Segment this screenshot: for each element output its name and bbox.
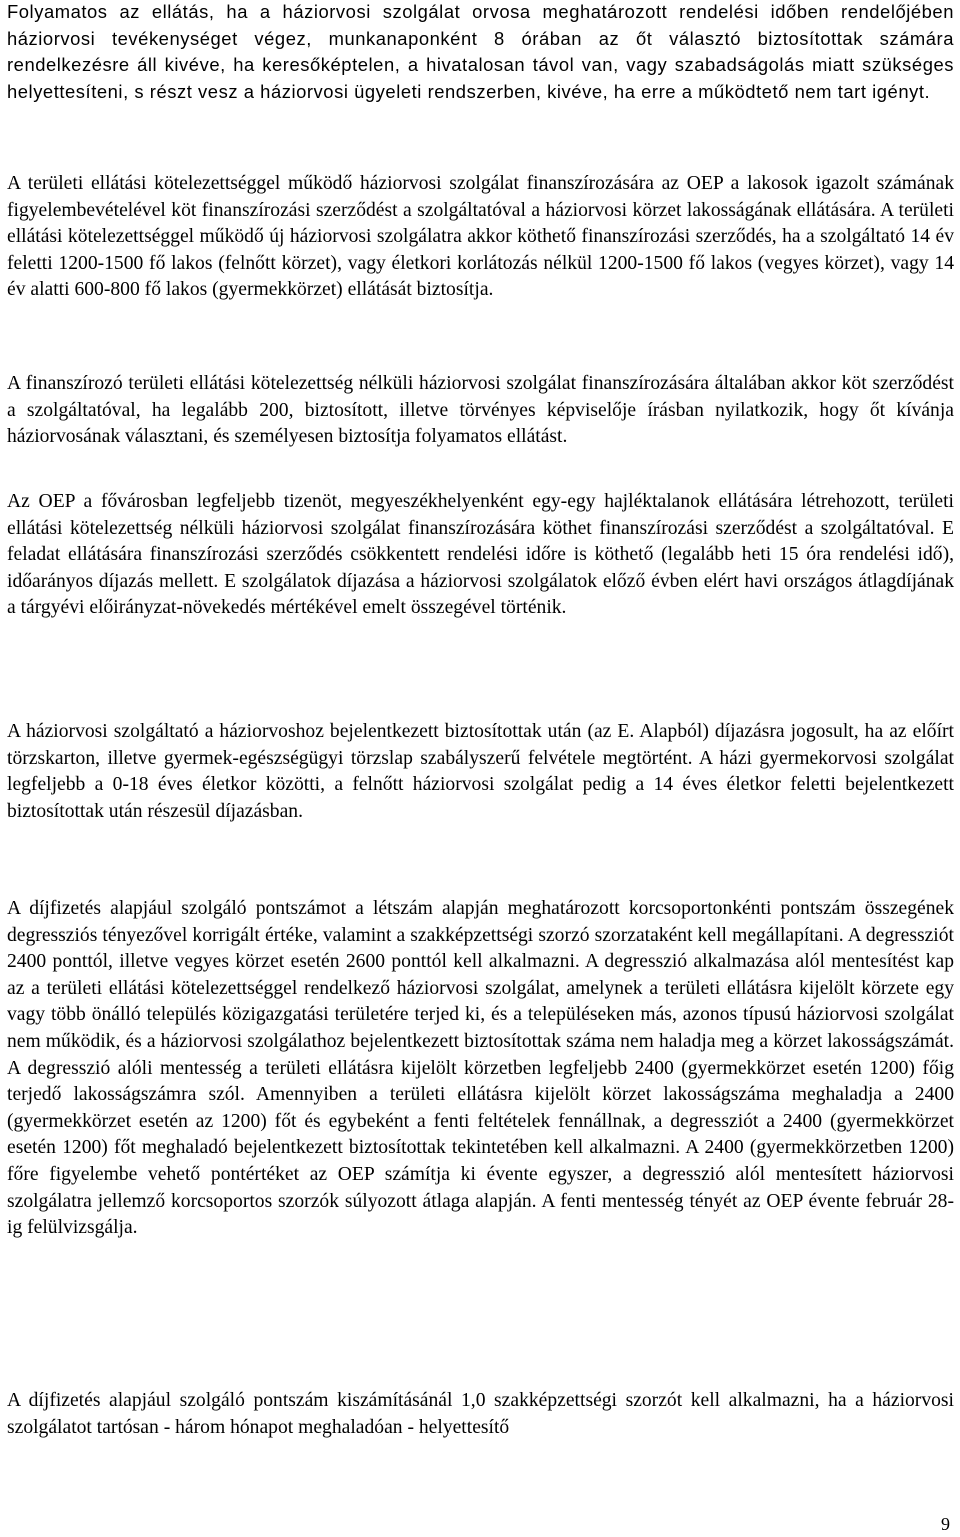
paragraph-continuous-care: Folyamatos az ellátás, ha a háziorvosi szolgálat orvosa meghatározott rendelési időben rendelőjében háziorvosi tevékenységet végez, munkanaponként 8 órában az őt választó biztosítottak számára rendelkezésre áll kivéve, ha keresőképtelen, a hivatalosan távol van, vagy szabadságolás miatt szükséges helyettesíteni, s részt vesz a háziorvosi ügyeleti rendszerben, kivéve, ha erre a működtető nem tart igényt.	[7, 1, 954, 102]
paragraph-qualification-multiplier: A díjfizetés alapjául szolgáló pontszám kiszámításánál 1,0 szakképzettségi szorzót kell alkalmazni, ha a háziorvosi szolgálatot tartósan - három hónapot meghaladóan - helyettesítő	[7, 1390, 954, 1438]
paragraph-degression: A díjfizetés alapjául szolgáló pontszámot a létszám alapján meghatározott korcsoportonkénti pontszám összegének degressziós tényezővel korrigált értéke, valamint a szakképzettségi szorzó szorzataként kell megállapítani. A degressziót 2400 ponttól, illetve vegyes körzet esetén 2600 ponttól kell alkalmazni. A degresszió alkalmazása alól mentesítést kap az a területi ellátási kötelezettséggel rendelkező háziorvosi szolgálat, amelynek a területi ellátásra kijelölt körzete egy vagy több önálló település közigazgatási területére terjed ki, és a településeken más, azonos típusú háziorvosi szolgálat nem működik, és a háziorvosi szolgálathoz bejelentkezett biztosítottak száma nem haladja meg a körzet lakosságszámát. A degresszió alóli mentesség a területi ellátásra kijelölt körzetben legfeljebb 2400 (gyermekkörzet esetén 1200) főig terjedő lakosságszámra szól. Amennyiben a területi ellátásra kijelölt körzet lakosságszáma meghaladja a 2400 (gyermekkörzet esetén az 1200) főt és egybeként a fenti feltételek fennállnak, a degressziót a 2400 (gyermekkörzet esetén 1200) főt meghaladó bejelentkezett biztosítottak tekintetében kell alkalmazni. A 2400 (gyermekkörzetben 1200) főre figyelembe vehető pontértéket az OEP számítja ki évente egyszer, a degresszió alól mentesített háziorvosi szolgálatra jellemző korcsoportos szorzók súlyozott átlaga alapján. A fenti mentesség tényét az OEP évente február 28-ig felülvizsgálja.	[7, 898, 954, 1239]
page-number: 9	[941, 1514, 950, 1534]
paragraph-homeless-care: Az OEP a fővárosban legfeljebb tizenöt, megyeszékhelyenként egy-egy hajléktalanok ellátására létrehozott, területi ellátási kötelezettség nélküli háziorvosi szolgálat finanszírozására köthet finanszírozási szerződést a szolgáltatóval. E feladat ellátására finanszírozási szerződés csökkentett rendelési időre is köthető (legalább heti 15 óra rendelési idő), időarányos díjazás mellett. E szolgálatok díjazása a háziorvosi szolgálatok előző évben elért havi országos átlagdíjának a tárgyévi előirányzat-növekedés mértékével emelt összegével történik.	[7, 491, 954, 619]
paragraph-territorial-financing: A területi ellátási kötelezettséggel működő háziorvosi szolgálat finanszírozására az OEP a lakosok igazolt számának figyelembevételével köt finanszírozási szerződést a szolgáltatóval a háziorvosi körzet lakosságának ellátására. A területi ellátási kötelezettséggel működő új háziorvosi szolgálatra akkor köthető finanszírozási szerződés, ha a szolgáltató 14 év feletti 1200-1500 fő lakos (felnőtt körzet), vagy életkori korlátozás nélkül 1200-1500 fő lakos (vegyes körzet), vagy 14 év alatti 600-800 fő lakos (gyermekkörzet) ellátását biztosítja.	[7, 173, 954, 301]
paragraph-registered-insured: A háziorvosi szolgáltató a háziorvoshoz bejelentkezett biztosítottak után (az E. Alapból) díjazásra jogosult, ha az előírt törzskarton, illetve gyermek-egészségügyi törzslap szabályszerű felvétele megtörtént. A házi gyermekorvosi szolgálat legfeljebb a 0-18 éves életkor közötti, a felnőtt háziorvosi szolgálat pedig a 14 éves életkor feletti bejelentkezett biztosítottak után részesül díjazásban.	[7, 721, 954, 822]
paragraph-non-territorial-financing: A finanszírozó területi ellátási kötelezettség nélküli háziorvosi szolgálat finanszírozására általában akkor köt szerződést a szolgáltatóval, ha legalább 200, biztosított, illetve törvényes képviselője írásban nyilatkozik, hogy őt kívánja háziorvosának választani, és személyesen biztosítja folyamatos ellátást.	[7, 373, 954, 448]
